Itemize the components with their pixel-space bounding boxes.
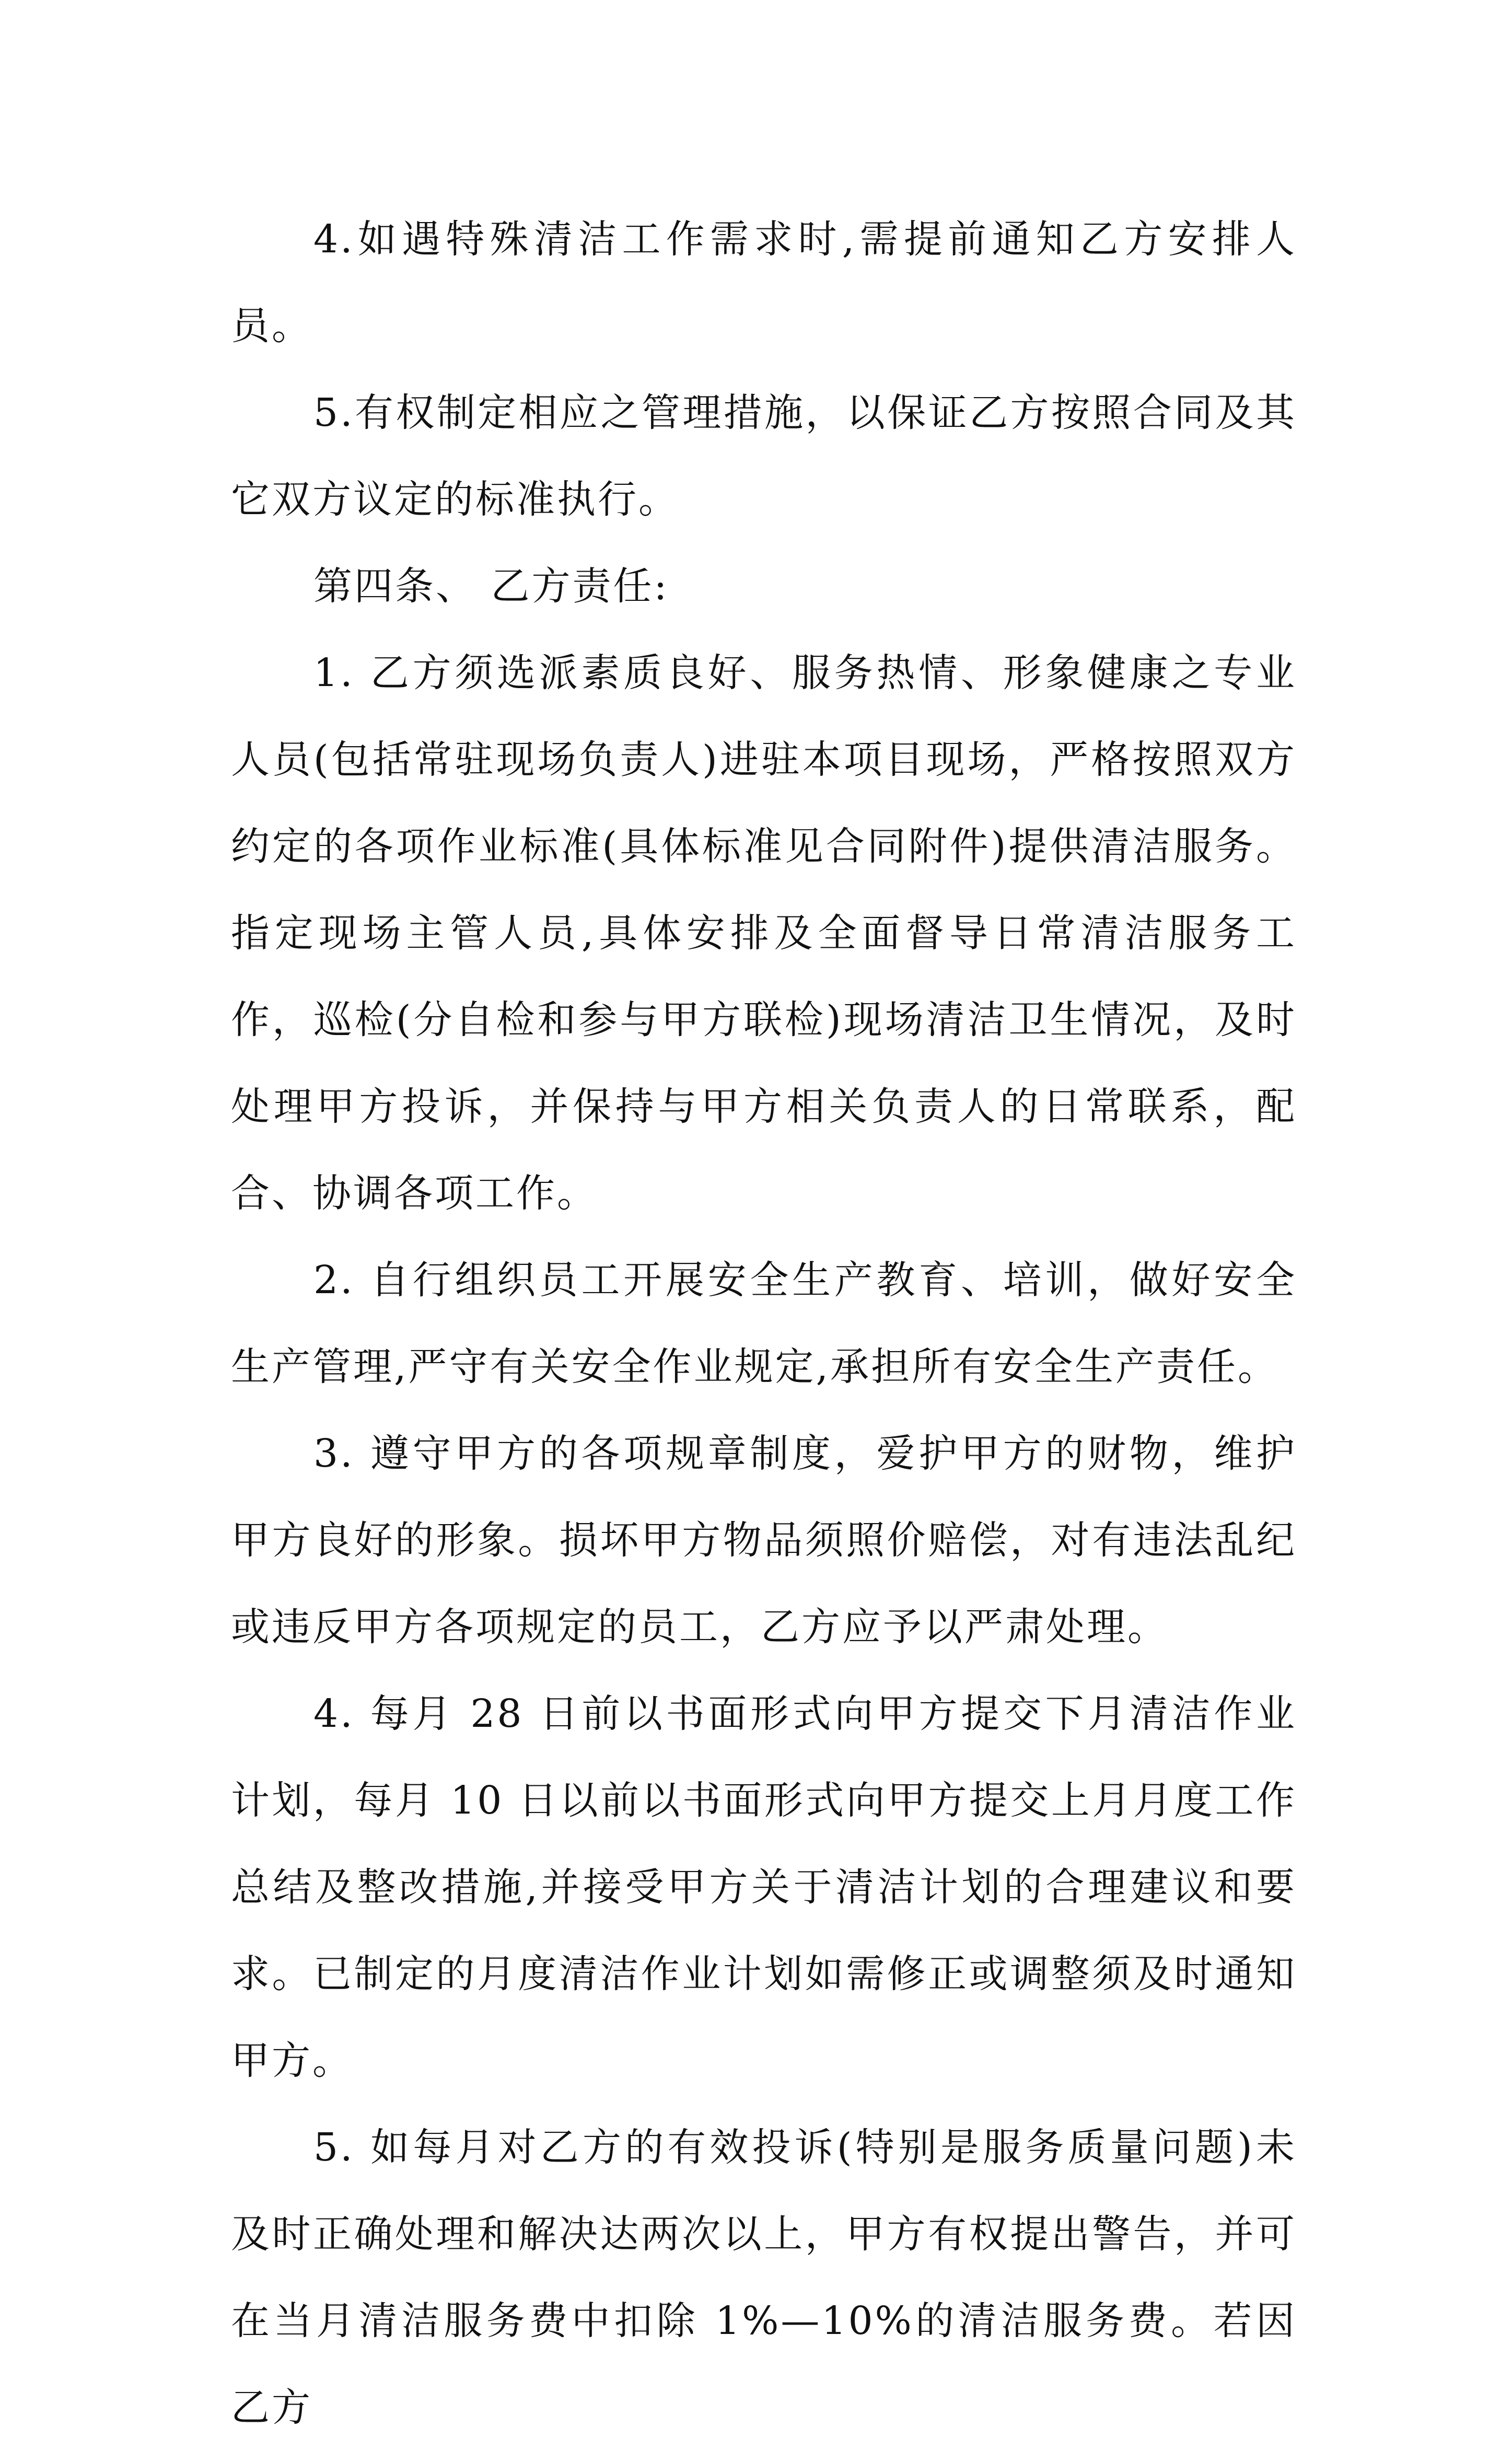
section-heading-article-four: 第四条、 乙方责任: <box>313 564 669 609</box>
paragraph-staff-selection: 1. 乙方须选派素质良好、服务热情、形象健康之专业人员(包括常驻现场负责人)进驻本项目现场，严格按照双方约定的各项作业标准(具体标准见合同附件)提供清洁服务。指定现场主管人员,具体安排及全面督导日常清洁服务工作，巡检(分自检和参与甲方联检)现场清洁卫生情况，及时处理甲方投诉，并保持与甲方相关负责人的日常联系，配合、协调各项工作。 <box>231 650 1297 1216</box>
paragraph-rules-compliance: 3. 遵守甲方的各项规章制度，爱护甲方的财物，维护甲方良好的形象。损坏甲方物品须照价赔偿，对有违法乱纪或违反甲方各项规定的员工，乙方应予以严肃处理。 <box>231 1431 1297 1650</box>
paragraph-complaint-penalty: 5. 如每月对乙方的有效投诉(特别是服务质量问题)未及时正确处理和解决达两次以上，甲方有权提出警告，并可在当月清洁服务费中扣除 1%—10%的清洁服务费。若因乙方 <box>231 2125 1297 2430</box>
paragraph-notify-special-cleaning: 4.如遇特殊清洁工作需求时,需提前通知乙方安排人员。 <box>231 217 1297 349</box>
document-body <box>231 196 1297 2451</box>
paragraph-management-measures: 5.有权制定相应之管理措施，以保证乙方按照合同及其它双方议定的标准执行。 <box>231 390 1297 522</box>
paragraph-monthly-plan: 4. 每月 28 日前以书面形式向甲方提交下月清洁作业计划，每月 10 日以前以书面形式向甲方提交上月月度工作总结及整改措施,并接受甲方关于清洁计划的合理建议和要求。已制定的月度清洁作业计划如需修正或调整须及时通知甲方。 <box>231 1691 1297 2083</box>
paragraph-safety-training: 2. 自行组织员工开展安全生产教育、培训，做好安全生产管理,严守有关安全作业规定,承担所有安全生产责任。 <box>231 1258 1297 1389</box>
